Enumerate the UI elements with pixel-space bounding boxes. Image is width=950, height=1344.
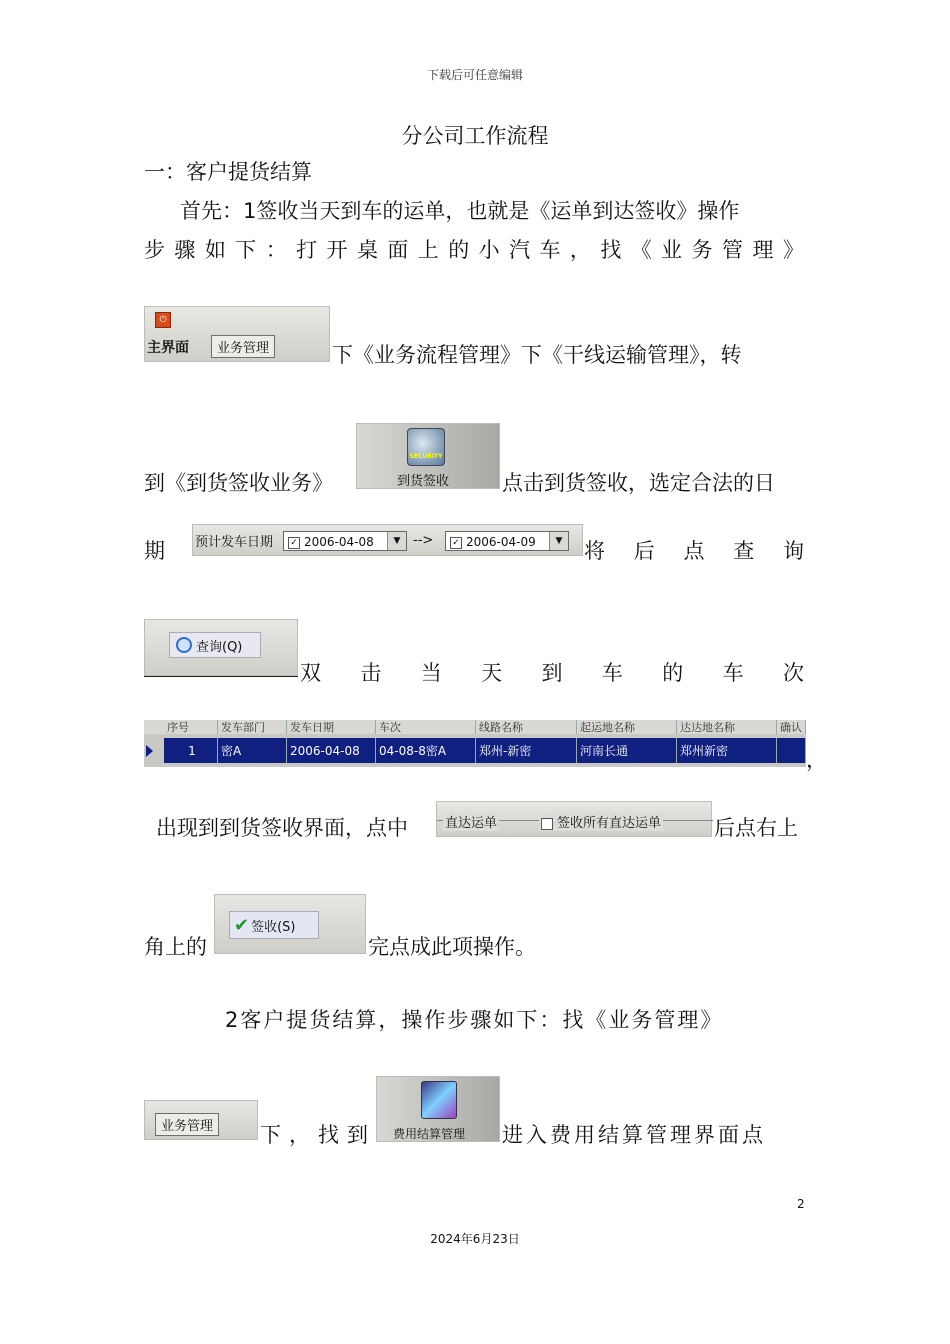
date-arrow: --> bbox=[413, 533, 434, 548]
grid-header-cell: 发车部门 bbox=[218, 720, 287, 734]
chevron-down-icon[interactable]: ▼ bbox=[387, 532, 406, 550]
date-to-checkbox-icon[interactable]: ✓ bbox=[450, 537, 462, 549]
arrival-sign-label: 到货签收 bbox=[397, 474, 450, 489]
arrival-sign-button-screenshot[interactable] bbox=[356, 423, 500, 489]
grid-cell[interactable]: 郑州-新密 bbox=[476, 738, 577, 763]
checkmark-icon: ✔ bbox=[234, 914, 250, 936]
checkbox-icon[interactable] bbox=[541, 818, 553, 830]
fee-settlement-button-screenshot[interactable] bbox=[376, 1076, 500, 1142]
chevron-down-icon[interactable]: ▼ bbox=[549, 532, 568, 550]
section-heading: 一：客户提货结算 bbox=[144, 160, 312, 184]
row-pointer-icon bbox=[146, 745, 153, 757]
underline-rule bbox=[144, 676, 298, 677]
power-icon: ⏻ bbox=[155, 312, 171, 328]
date-from-checkbox-icon[interactable]: ✓ bbox=[288, 537, 300, 549]
paragraph-line: 进入费用结算管理界面点 bbox=[502, 1123, 766, 1147]
document-title: 分公司工作流程 bbox=[401, 124, 549, 148]
row-indicator bbox=[144, 738, 164, 763]
grid-header-cell: 确认 bbox=[777, 720, 806, 734]
business-management-button[interactable]: 业务管理 bbox=[211, 335, 275, 358]
paragraph-line: 出现到到货签收界面，点中 bbox=[156, 816, 408, 840]
grid-header-cell: 达达地名称 bbox=[677, 720, 777, 734]
paragraph-line: 下《业务流程管理》下《干线运输管理》，转 bbox=[332, 343, 742, 367]
direct-waybill-label: 直达运单 bbox=[443, 812, 499, 831]
direct-waybill-screenshot bbox=[436, 801, 712, 837]
paragraph-line: 首先：1签收当天到车的运单，也就是《运单到达签收》操作 bbox=[180, 199, 740, 223]
paragraph-line: 后点右上 bbox=[714, 816, 798, 840]
business-management-screenshot bbox=[144, 1100, 258, 1140]
grid-cell[interactable]: 2006-04-08 bbox=[287, 738, 376, 763]
grid-cell[interactable] bbox=[777, 738, 806, 763]
paragraph-line-justified: 将 后 点 查 询 bbox=[584, 539, 804, 563]
date-label: 预计发车日期 bbox=[195, 535, 274, 550]
search-icon bbox=[176, 637, 192, 653]
paragraph-line: 下，找到 bbox=[260, 1123, 376, 1147]
grid-cell[interactable]: 郑州新密 bbox=[677, 738, 777, 763]
paragraph-line-justified: 双 击 当 天 到 车 的 车 次 bbox=[300, 661, 804, 685]
grid-header-row bbox=[144, 720, 806, 734]
grid-header-cell: 线路名称 bbox=[476, 720, 577, 734]
date-from-picker[interactable]: ✓ 2006-04-08 ▼ bbox=[283, 531, 407, 551]
grid-cell[interactable]: 密A bbox=[218, 738, 287, 763]
grid-header-cell: 起运地名称 bbox=[577, 720, 677, 734]
date-to-picker[interactable]: ✓ 2006-04-09 ▼ bbox=[445, 531, 569, 551]
business-management-button[interactable]: 业务管理 bbox=[155, 1113, 219, 1136]
grid-header-cell: 序号 bbox=[164, 720, 218, 734]
paragraph-line: 2客户提货结算，操作步骤如下：找《业务管理》 bbox=[225, 1008, 724, 1032]
page-footer-date: 2024年6月23日 bbox=[430, 1232, 520, 1246]
sign-button-screenshot bbox=[214, 894, 366, 954]
table-row[interactable] bbox=[144, 738, 806, 763]
query-button-screenshot bbox=[144, 619, 298, 676]
fee-card-icon bbox=[421, 1081, 457, 1119]
sign-button[interactable]: ✔ 签收(S) bbox=[229, 911, 319, 939]
fee-settlement-label: 费用结算管理 bbox=[393, 1127, 466, 1141]
grid-header-cell: 发车日期 bbox=[287, 720, 376, 734]
result-grid-screenshot bbox=[144, 720, 806, 767]
page-number: 2 bbox=[797, 1197, 805, 1211]
paragraph-line-justified: 步 骤 如 下 ： 打 开 桌 面 上 的 小 汽 车 ， 找 《 业 务 管 理 》 bbox=[144, 238, 804, 262]
paragraph-line: 期 bbox=[144, 539, 165, 563]
paragraph-line: 完点成此项操作。 bbox=[368, 935, 536, 959]
date-range-screenshot bbox=[192, 524, 583, 556]
main-screen-label[interactable]: 主界面 bbox=[147, 340, 189, 356]
security-icon: SECURITY bbox=[407, 428, 445, 466]
grid-cell[interactable]: 04-08-8密A bbox=[376, 738, 476, 763]
page-header: 下载后可任意编辑 bbox=[426, 68, 523, 82]
paragraph-line: ， bbox=[806, 748, 827, 772]
grid-header-cell: 车次 bbox=[376, 720, 476, 734]
sign-all-direct-checkbox[interactable]: 签收所有直达运单 bbox=[539, 812, 663, 831]
paragraph-line: 到《到货签收业务》 bbox=[144, 471, 333, 495]
grid-cell[interactable]: 河南长通 bbox=[577, 738, 677, 763]
toolbar-screenshot bbox=[144, 306, 330, 362]
paragraph-line: 点击到货签收，选定合法的日 bbox=[502, 471, 775, 495]
query-button[interactable]: 查询(Q) bbox=[169, 632, 261, 658]
paragraph-line: 角上的 bbox=[144, 935, 207, 959]
grid-cell[interactable]: 1 bbox=[164, 738, 218, 763]
